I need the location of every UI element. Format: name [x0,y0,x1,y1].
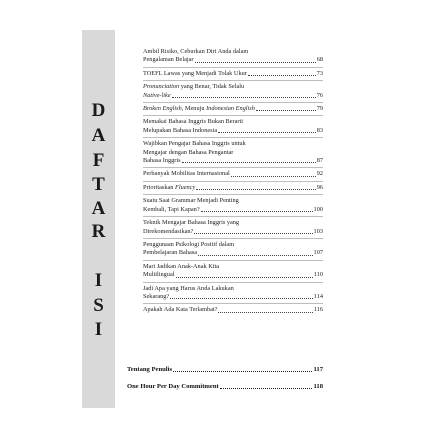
toc-entry[interactable] [143,140,323,165]
entry-title-text: yang Benar, Tidak Selalu [180,83,245,91]
dot-leader [201,211,313,212]
dot-leader [220,388,313,389]
entry-title-line: Suatu Saat Grammar Menjadi Penting [143,197,239,205]
toc-entry[interactable] [143,105,323,113]
entry-title-line: Direkomendasikan? [143,227,194,235]
italic-term: Fluency [175,183,196,191]
toc-entry[interactable] [143,241,323,258]
divider [143,216,323,217]
divider [143,115,323,116]
divider [143,137,323,138]
page-number: 92 [316,170,323,178]
side-title-letter: T [92,174,105,195]
entry-title-line: Mengajar dengan Bahasa Pengantar [143,148,234,156]
page-number: 114 [313,292,323,300]
toc-entry[interactable] [143,184,323,192]
toc-entry[interactable] [143,219,323,236]
entry-title-line: Pembelajaran Bahasa [143,249,198,257]
side-title-letter: S [93,295,104,316]
page-number: 118 [313,383,323,390]
entry-title-line: Memakai Bahasa Inggris Bukan Berarti [143,118,244,126]
italic-term: Pronunciation [143,83,180,91]
dot-leader [198,255,313,256]
toc-entry[interactable] [143,306,323,314]
page-number: 79 [316,105,323,113]
toc-entry[interactable] [143,197,323,214]
entry-title-line: Kembali, Tapi Kapan? [143,205,200,213]
entry-title-line: Ambil Risiko, Ceburkan Diri Anda dalam [143,48,249,55]
entry-title-line: Penggunaan Psikologi Positif dalam [143,240,235,248]
divider [143,260,323,261]
side-title-letter: R [91,221,106,242]
entry-title-line: Multilingual [143,271,175,279]
entry-title-text: Prioritaskan [143,183,176,191]
entry-title-line: Tentang Penulis [127,366,173,373]
toc-list [143,48,323,315]
page-number: 117 [313,366,323,373]
toc-entry[interactable] [143,48,323,65]
side-title-band [82,30,115,408]
entry-title-line: Native-like [143,91,171,99]
dot-leader [248,75,316,76]
side-title-letter: A [91,125,106,146]
page-number: 103 [313,227,323,235]
page-number: 68 [316,56,323,64]
page-number: 110 [313,271,323,279]
entry-title-line: Jadi Apa yang Harus Anda Lakukan [143,284,234,292]
entry-title-line: Bahasa Inggris [143,157,181,165]
divider [143,102,323,103]
toc-entry[interactable] [143,170,323,178]
entry-title-line: TOEFL Lawas yang Menjadi Tolak Ukur [143,69,247,77]
page-number: 100 [313,205,323,213]
page-number: 76 [316,91,323,99]
divider [143,167,323,168]
toc-entry[interactable] [143,263,323,280]
dot-leader [173,371,312,372]
side-title-letter: F [92,150,105,171]
page-number: 96 [316,183,323,191]
entry-title-line [143,184,195,192]
dot-leader [182,162,316,163]
divider [143,303,323,304]
divider [143,282,323,283]
page-number: 87 [316,157,323,165]
dot-leader [170,298,313,299]
entry-title-line: Mari Jadikan Anak-Anak Kita [143,262,220,270]
toc-entry[interactable] [143,118,323,135]
dot-leader [218,132,316,133]
divider [143,238,323,239]
dot-leader [231,176,316,177]
dot-leader [196,189,315,190]
toc-entry-bold[interactable] [127,382,323,391]
page-number: 107 [313,249,323,257]
toc-entry[interactable] [143,285,323,302]
divider [143,67,323,68]
dot-leader [218,312,312,313]
side-title-letter: D [91,100,106,121]
toc-entry[interactable] [143,70,323,78]
dot-leader [176,277,313,278]
side-title-letter: A [91,198,106,219]
divider [143,181,323,182]
entry-title-line: Sekarang? [143,292,170,300]
entry-title-line: Melupakan Bahasa Indonesia [143,126,218,134]
side-title-letter: I [94,319,103,340]
dot-leader [256,110,316,111]
entry-title-text: , Menuju [181,105,207,113]
entry-title-line [143,83,323,91]
dot-leader [195,62,316,63]
italic-term: Indonesian English [206,105,255,113]
italic-term: Broken English [143,105,182,113]
entry-title-line: Apakah Ada Kata Terlambat? [143,306,218,314]
side-title-letter: I [94,270,103,291]
entry-title-line [143,105,255,113]
entry-title-line: Perbanyak Mobilitas Internasional [143,170,230,178]
page-number: 83 [316,126,323,134]
toc-entry[interactable] [143,83,323,100]
entry-title-line: Wajibkan Pengajar Bahasa Inggris untuk [143,140,246,148]
entry-title-line: Pengalaman Belajar [143,56,194,64]
divider [143,80,323,81]
dot-leader [194,233,312,234]
divider [143,194,323,195]
page-number: 116 [313,306,323,314]
entry-title-line: One Hour Per Day Commitment [127,383,219,390]
entry-title-line: Teknik Mengajar Bahasa Inggris yang [143,219,240,227]
toc-entry-bold[interactable] [127,365,323,374]
dot-leader [172,97,316,98]
page-number: 73 [316,69,323,77]
